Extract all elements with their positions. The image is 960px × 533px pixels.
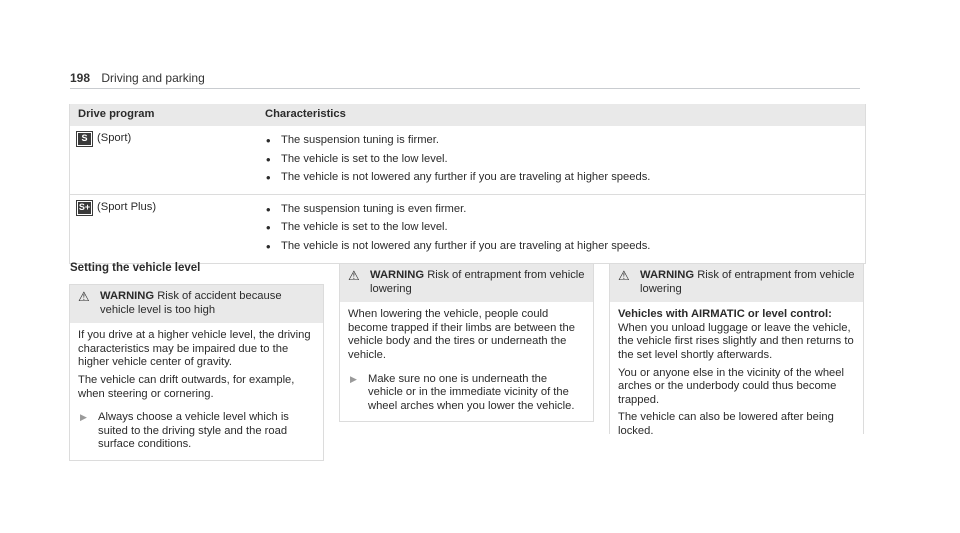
section-name: Driving and parking [101, 71, 205, 85]
list-item: • The vehicle is not lowered any further if you are traveling at higher speeds. [265, 171, 865, 185]
section-title: Setting the vehicle level [70, 262, 201, 274]
characteristics-cell [265, 201, 865, 259]
warning-paragraph: When you unload luggage or leave the vehicle, the vehicle first rises slightly and then returns to the set level shortly afterwards. [618, 321, 854, 361]
characteristics-cell [265, 132, 865, 190]
warning-paragraph: The vehicle can drift outwards, for example, when steering or cornering. [78, 373, 295, 400]
step-arrow-icon: ▶ [350, 373, 357, 384]
warning-triangle-icon: ⚠ [618, 268, 630, 283]
column-header-characteristics: Characteristics [265, 108, 346, 121]
warning-header [610, 264, 863, 302]
list-item: • The suspension tuning is firmer. [265, 134, 865, 148]
step-arrow-icon: ▶ [80, 412, 87, 423]
warning-title: Risk of entrapment from vehicle lowering [640, 269, 855, 295]
list-item: • The vehicle is set to the low level. [265, 221, 865, 235]
drive-program-table [69, 104, 866, 264]
step-text: Always choose a vehicle level which is suited to the driving style and the road surface conditions. [98, 411, 289, 451]
drive-program-name: (Sport Plus) [97, 200, 157, 213]
instruction-step [348, 373, 585, 414]
instruction-step [78, 411, 315, 452]
warning-triangle-icon: ⚠ [78, 289, 90, 304]
page-number: 198 [70, 71, 91, 85]
warning-body [340, 302, 593, 421]
warning-title: Risk of accident because vehicle level is too high [100, 290, 282, 316]
table-row [70, 194, 865, 263]
warning-box-entrapment [339, 263, 594, 422]
header-divider [70, 88, 860, 89]
step-text: Make sure no one is underneath the vehicle or in the immediate vicinity of the wheel arches when you lower the vehicle. [368, 372, 575, 412]
drive-program-cell [70, 201, 265, 259]
warning-label: WARNING [100, 290, 155, 302]
warning-box-vehicle-level [69, 284, 324, 461]
warning-box-airmatic [609, 263, 864, 437]
list-item: • The vehicle is not lowered any further if you are traveling at higher speeds. [265, 240, 865, 254]
warning-header [340, 264, 593, 302]
drive-program-cell [70, 132, 265, 190]
warning-paragraph: When lowering the vehicle, people could become trapped if their limbs are between the vehicle body and the tires or underneath the vehicle. [348, 308, 575, 361]
warning-paragraph: If you drive at a higher vehicle level, the driving characteristics may be impaired due to the higher vehicle center of gravity. [78, 329, 311, 369]
list-item: • The suspension tuning is even firmer. [265, 203, 865, 217]
warning-label: WARNING [640, 269, 695, 281]
drive-program-name: (Sport) [97, 132, 132, 144]
table-header [70, 104, 865, 126]
warning-paragraph: You or anyone else in the vicinity of the wheel arches or the underbody could thus become trapped. [618, 366, 844, 406]
warning-label: WARNING [370, 269, 425, 281]
warning-header [70, 285, 323, 323]
warning-title: Risk of entrapment from vehicle lowering [370, 269, 585, 295]
sport-plus-mode-icon: S+ [78, 201, 91, 212]
warning-body [610, 302, 863, 450]
list-item: • The vehicle is set to the low level. [265, 153, 865, 167]
table-row [70, 126, 865, 194]
warning-paragraph: The vehicle can also be lowered after being locked. [618, 411, 834, 437]
column-header-drive-program: Drive program [78, 108, 155, 121]
sport-mode-icon: S [78, 133, 91, 145]
warning-body [70, 323, 323, 460]
warning-subheading: Vehicles with AIRMATIC or level control: [618, 308, 832, 321]
warning-triangle-icon: ⚠ [348, 268, 360, 283]
page-header [70, 72, 205, 86]
